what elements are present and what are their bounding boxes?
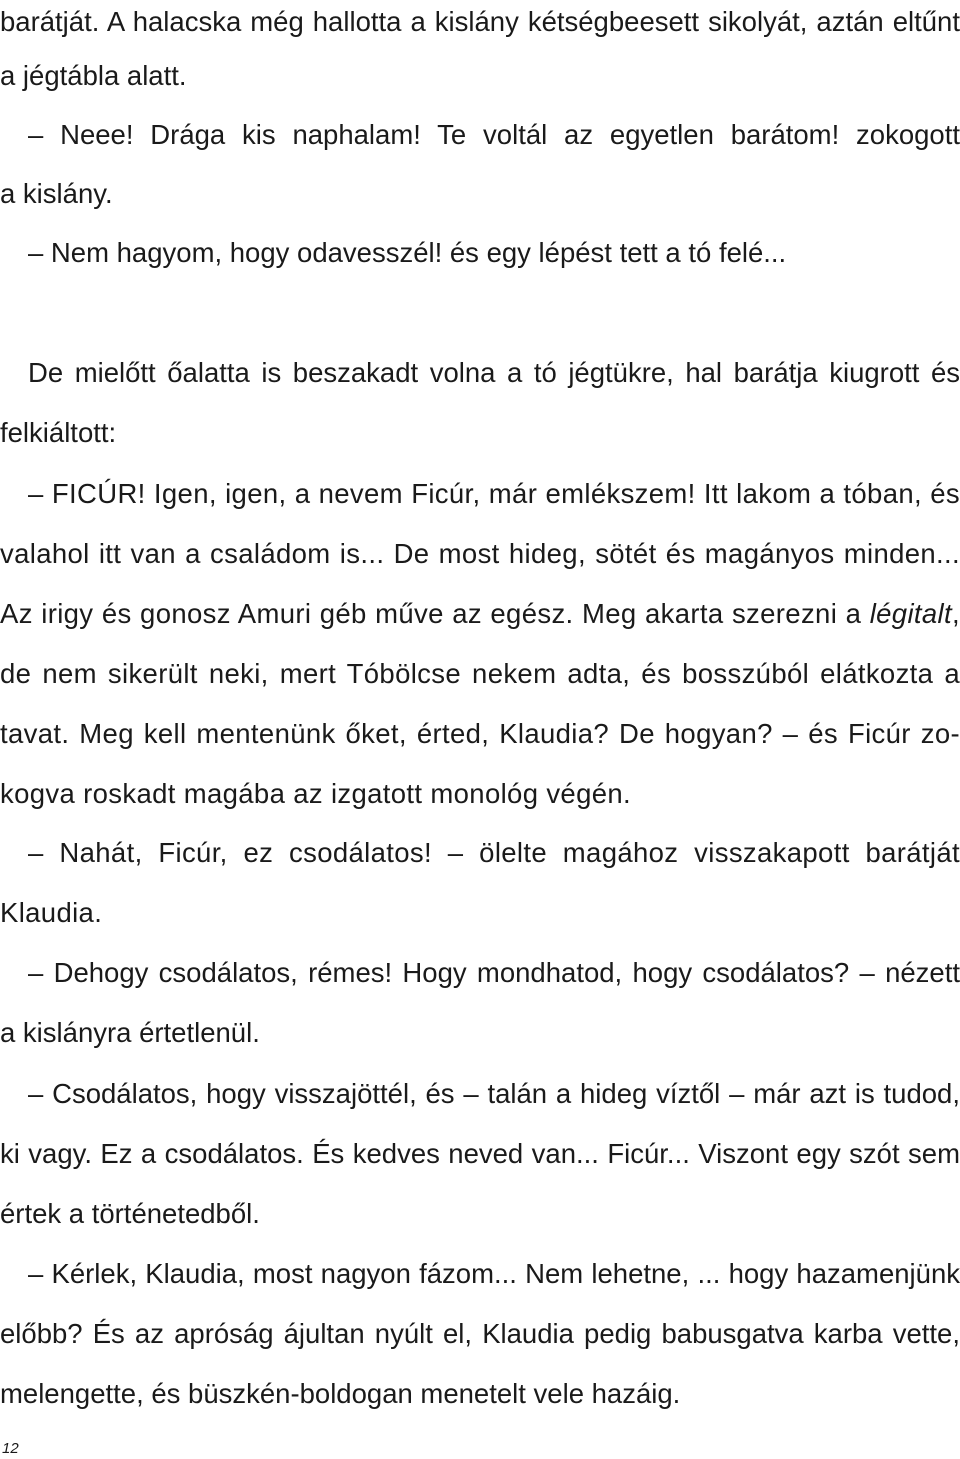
text-line: felkiáltott:	[0, 417, 117, 448]
page-number: 12	[2, 1440, 19, 1457]
italic-word: légitalt	[869, 598, 952, 629]
text-line: de nem sikerült neki, mert Tóbölcse nekem adta, és bosszúból elátkozta a	[0, 658, 960, 689]
text-line: kogva roskadt magába az izgatott monológ végén.	[0, 778, 631, 809]
text-line: Klaudia.	[0, 897, 103, 928]
text-line: – Nem hagyom, hogy odavesszél! és egy lépést tett a tó felé...	[28, 237, 787, 268]
text-line: barátját. A halacska még hallotta a kislány kétségbeesett sikolyát, aztán eltűnt	[0, 6, 960, 37]
text-line: a jégtábla alatt.	[0, 60, 187, 91]
text-line: tavat. Meg kell mentenünk őket, érted, Klaudia? De hogyan? – és Ficúr zo-	[0, 718, 960, 749]
text-line: értek a történetedből.	[0, 1198, 260, 1229]
text-line: valahol itt van a családom is... De most hideg, sötét és magányos minden...	[0, 538, 960, 569]
text-line	[0, 597, 960, 631]
text-line: De mielőtt őalatta is beszakadt volna a tó jégtükre, hal barátja kiugrott és	[28, 357, 960, 388]
text-line: – Nahát, Ficúr, ez csodálatos! – ölelte magához visszakapott barátját	[28, 837, 960, 868]
text-line: ki vagy. Ez a csodálatos. És kedves neved van... Ficúr... Viszont egy szót sem	[0, 1138, 960, 1169]
text-line: – Kérlek, Klaudia, most nagyon fázom... Nem lehetne, ... hogy hazamenjünk	[28, 1258, 960, 1289]
text-line: melengette, és büszkén-boldogan menetelt vele hazáig.	[0, 1378, 681, 1409]
text-line: – Neee! Drága kis naphalam! Te voltál az egyetlen barátom! zokogott	[28, 119, 960, 150]
text-segment: ,	[952, 598, 960, 629]
text-line: – FICÚR! Igen, igen, a nevem Ficúr, már emlékszem! Itt lakom a tóban, és	[28, 478, 960, 509]
text-line: – Csodálatos, hogy visszajöttél, és – talán a hideg víztől – már azt is tudod,	[28, 1078, 960, 1109]
text-line: a kislány.	[0, 178, 113, 209]
text-line: – Dehogy csodálatos, rémes! Hogy mondhatod, hogy csodálatos? – nézett	[28, 957, 960, 988]
text-line: a kislányra értetlenül.	[0, 1017, 260, 1048]
text-segment: Az irigy és gonosz Amuri géb műve az egész. Meg akarta szerezni a	[0, 598, 862, 629]
text-line: előbb? És az apróság ájultan nyúlt el, Klaudia pedig babusgatva karba vette,	[0, 1318, 960, 1349]
